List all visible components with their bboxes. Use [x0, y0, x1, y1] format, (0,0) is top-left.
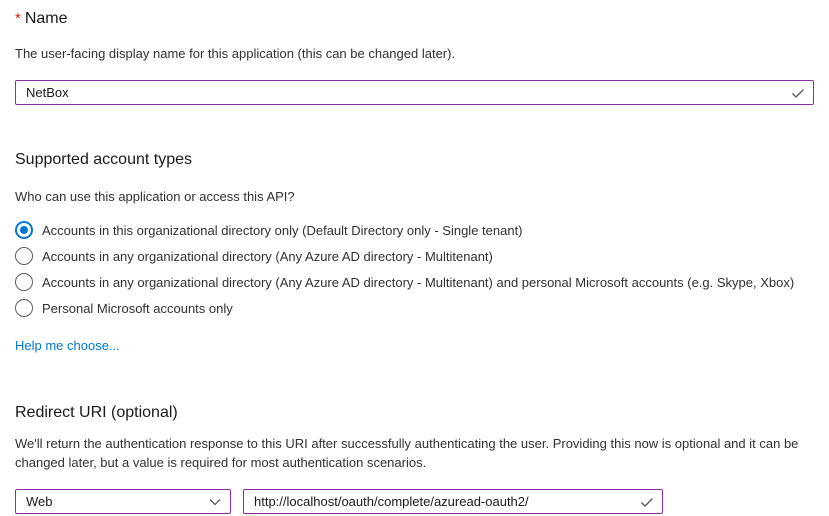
redirect-uri-input[interactable] [243, 489, 663, 514]
radio-label: Accounts in any organizational directory (Any Azure AD directory - Multitenant) and personal Microsoft accounts (e.g. Skype, Xbox) [42, 274, 795, 290]
name-help-text: The user-facing display name for this application (this can be changed later). [15, 46, 456, 61]
radio-label: Accounts in this organizational directory only (Default Directory only - Single tenant) [42, 222, 523, 238]
radio-button[interactable] [15, 221, 33, 239]
redirect-uri-description: We'll return the authentication response to this URI after successfully authenticating the user. Providing this now is optional and it can be changed later, but a value is required for most authentication scenarios. [15, 436, 799, 470]
name-section-heading [15, 8, 814, 29]
radio-button[interactable] [15, 273, 33, 291]
radio-option-single-tenant[interactable] [15, 217, 814, 243]
radio-option-multitenant[interactable] [15, 243, 814, 269]
account-types-question: Who can use this application or access this API? [15, 189, 295, 204]
radio-option-personal-only[interactable] [15, 295, 814, 321]
name-input[interactable] [15, 80, 814, 105]
redirect-uri-heading: Redirect URI (optional) [15, 404, 178, 421]
platform-select-value: Web [26, 494, 53, 509]
radio-label: Personal Microsoft accounts only [42, 300, 233, 316]
redirect-uri-row [15, 489, 814, 514]
account-types-heading: Supported account types [15, 151, 193, 168]
help-me-choose-link[interactable]: Help me choose... [15, 338, 120, 353]
radio-option-multitenant-personal[interactable] [15, 269, 814, 295]
name-input-wrap [15, 80, 814, 105]
platform-select[interactable] [15, 489, 231, 514]
required-asterisk: * [15, 10, 21, 27]
name-label: Name [24, 10, 68, 27]
chevron-down-icon [208, 495, 222, 509]
uri-input-wrap [243, 489, 663, 514]
radio-button[interactable] [15, 299, 33, 317]
account-types-radio-group [15, 217, 814, 321]
radio-label: Accounts in any organizational directory (Any Azure AD directory - Multitenant) [42, 248, 493, 264]
radio-button[interactable] [15, 247, 33, 265]
